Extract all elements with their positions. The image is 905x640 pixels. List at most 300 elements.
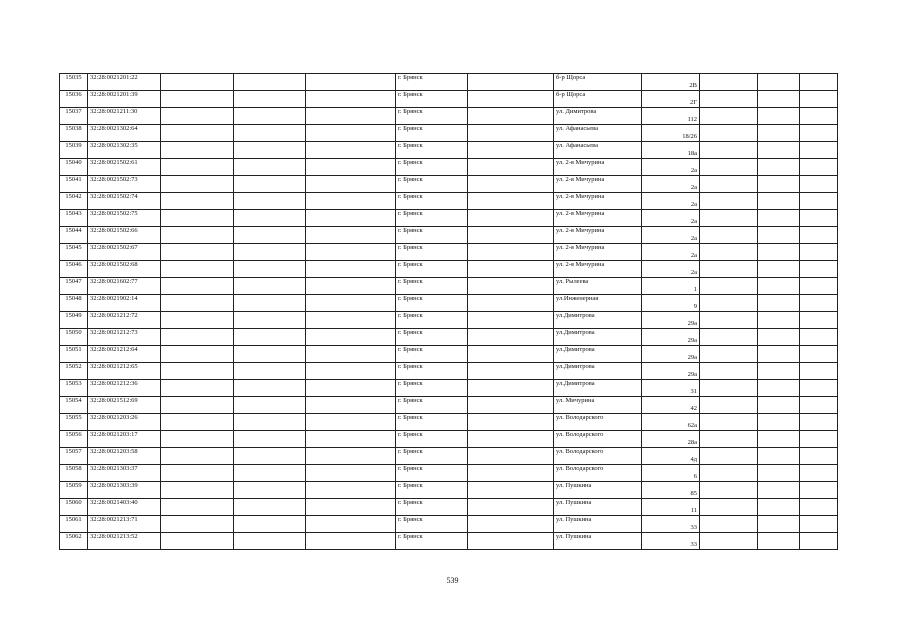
cell-empty — [161, 244, 234, 261]
cell-cadastral-number: 32:28:0021303:37 — [88, 465, 161, 482]
cell-empty — [800, 482, 838, 499]
cell-house-number: 85 — [642, 482, 700, 499]
cell-empty — [161, 108, 234, 125]
cell-empty — [468, 159, 554, 176]
cell-empty — [234, 363, 306, 380]
cell-city: г. Брянск — [396, 346, 468, 363]
cell-empty — [234, 465, 306, 482]
cell-empty — [234, 91, 306, 108]
table-row — [60, 312, 838, 329]
cell-street: ул.Димитрова — [554, 312, 642, 329]
cell-empty — [161, 516, 234, 533]
cell-city: г. Брянск — [396, 312, 468, 329]
cell-empty — [700, 346, 758, 363]
cell-empty — [234, 380, 306, 397]
cell-cadastral-number: 32:28:0021203:17 — [88, 431, 161, 448]
cell-empty — [306, 125, 396, 142]
cell-city: г. Брянск — [396, 329, 468, 346]
cell-street: ул. Володарского — [554, 448, 642, 465]
cell-cadastral-number: 32:28:0021502:68 — [88, 261, 161, 278]
cell-house-number: 1 — [642, 278, 700, 295]
cell-empty — [234, 346, 306, 363]
cell-empty — [700, 227, 758, 244]
cell-empty — [468, 261, 554, 278]
cell-street: ул. Пушкина — [554, 499, 642, 516]
cell-house-number: 42 — [642, 397, 700, 414]
cell-city: г. Брянск — [396, 414, 468, 431]
cell-empty — [700, 414, 758, 431]
cell-city: г. Брянск — [396, 244, 468, 261]
cell-cadastral-number: 32:28:0021302:35 — [88, 142, 161, 159]
cell-empty — [468, 142, 554, 159]
cell-empty — [700, 142, 758, 159]
cell-record-number: 15054 — [60, 397, 88, 414]
cell-house-number: 33 — [642, 516, 700, 533]
table-row — [60, 482, 838, 499]
cell-empty — [306, 193, 396, 210]
cell-empty — [758, 108, 800, 125]
cell-empty — [234, 108, 306, 125]
cell-empty — [234, 329, 306, 346]
cell-empty — [306, 329, 396, 346]
cell-house-number: 2а — [642, 210, 700, 227]
cell-record-number: 15049 — [60, 312, 88, 329]
cell-empty — [800, 431, 838, 448]
cell-city: г. Брянск — [396, 465, 468, 482]
cell-empty — [758, 312, 800, 329]
cell-street: б-р Щорса — [554, 91, 642, 108]
cell-empty — [758, 74, 800, 91]
cell-empty — [306, 465, 396, 482]
cell-empty — [700, 108, 758, 125]
cell-empty — [306, 91, 396, 108]
cell-empty — [306, 261, 396, 278]
cell-empty — [306, 380, 396, 397]
cell-empty — [234, 431, 306, 448]
cell-empty — [800, 142, 838, 159]
cell-empty — [161, 312, 234, 329]
cell-cadastral-number: 32:28:0021212:73 — [88, 329, 161, 346]
cell-empty — [306, 363, 396, 380]
cell-empty — [468, 431, 554, 448]
cell-empty — [468, 380, 554, 397]
cell-empty — [161, 227, 234, 244]
cell-empty — [306, 516, 396, 533]
cell-empty — [758, 244, 800, 261]
cell-empty — [468, 176, 554, 193]
cell-empty — [800, 278, 838, 295]
cell-house-number: 2Г — [642, 91, 700, 108]
cell-house-number: 9 — [642, 295, 700, 312]
cell-empty — [700, 380, 758, 397]
cell-record-number: 15043 — [60, 210, 88, 227]
cell-empty — [468, 91, 554, 108]
cell-empty — [468, 210, 554, 227]
cell-empty — [800, 193, 838, 210]
cell-street: ул. Афанасьева — [554, 125, 642, 142]
cell-cadastral-number: 32:28:0021303:39 — [88, 482, 161, 499]
cell-empty — [800, 363, 838, 380]
cell-empty — [161, 482, 234, 499]
cell-empty — [700, 125, 758, 142]
cell-empty — [758, 125, 800, 142]
cell-empty — [161, 193, 234, 210]
cell-empty — [234, 159, 306, 176]
cell-street: ул.Димитрова — [554, 363, 642, 380]
cell-city: г. Брянск — [396, 431, 468, 448]
cell-empty — [161, 210, 234, 227]
cell-empty — [700, 465, 758, 482]
cell-empty — [700, 499, 758, 516]
table-row — [60, 448, 838, 465]
cell-empty — [758, 380, 800, 397]
cell-empty — [800, 516, 838, 533]
cell-empty — [161, 176, 234, 193]
cell-cadastral-number: 32:28:0021201:22 — [88, 74, 161, 91]
cell-city: г. Брянск — [396, 108, 468, 125]
cell-house-number: 62а — [642, 414, 700, 431]
table-row — [60, 533, 838, 550]
cell-empty — [161, 533, 234, 550]
cell-street: ул. 2-я Мичурина — [554, 159, 642, 176]
cell-empty — [234, 312, 306, 329]
cell-house-number: 29а — [642, 346, 700, 363]
cell-empty — [306, 312, 396, 329]
cell-empty — [306, 227, 396, 244]
cell-cadastral-number: 32:28:0021512:69 — [88, 397, 161, 414]
cell-empty — [758, 346, 800, 363]
cell-house-number: 18а — [642, 142, 700, 159]
cell-city: г. Брянск — [396, 295, 468, 312]
cell-empty — [468, 448, 554, 465]
cell-cadastral-number: 32:28:0021502:75 — [88, 210, 161, 227]
cell-empty — [468, 482, 554, 499]
cell-empty — [700, 74, 758, 91]
cell-empty — [468, 363, 554, 380]
cell-house-number: 2а — [642, 159, 700, 176]
cell-house-number: 11 — [642, 499, 700, 516]
cell-cadastral-number: 32:28:0021211:30 — [88, 108, 161, 125]
cell-empty — [234, 482, 306, 499]
cell-record-number: 15048 — [60, 295, 88, 312]
cell-street: б-р Щорса — [554, 74, 642, 91]
cell-empty — [306, 448, 396, 465]
table-row — [60, 210, 838, 227]
table-row — [60, 74, 838, 91]
cell-cadastral-number: 32:28:0021212:36 — [88, 380, 161, 397]
cell-street: ул. Рылеева — [554, 278, 642, 295]
cell-empty — [758, 363, 800, 380]
cell-empty — [758, 227, 800, 244]
cell-empty — [800, 125, 838, 142]
cell-record-number: 15045 — [60, 244, 88, 261]
table-body — [60, 74, 838, 550]
cell-city: г. Брянск — [396, 91, 468, 108]
cell-empty — [700, 210, 758, 227]
cell-empty — [161, 91, 234, 108]
cell-empty — [161, 142, 234, 159]
cell-cadastral-number: 32:28:0021203:26 — [88, 414, 161, 431]
table-row — [60, 329, 838, 346]
cell-empty — [468, 533, 554, 550]
cell-street: ул. 2-я Мичурина — [554, 227, 642, 244]
cell-empty — [800, 465, 838, 482]
cell-empty — [234, 74, 306, 91]
cell-empty — [468, 278, 554, 295]
cell-empty — [161, 159, 234, 176]
cell-cadastral-number: 32:28:0021602:77 — [88, 278, 161, 295]
cell-house-number: 2а — [642, 227, 700, 244]
cell-empty — [700, 516, 758, 533]
cell-empty — [306, 142, 396, 159]
cell-street: ул. 2-я Мичурина — [554, 210, 642, 227]
cell-house-number: 29а — [642, 312, 700, 329]
cell-empty — [800, 533, 838, 550]
cell-empty — [800, 499, 838, 516]
cell-cadastral-number: 32:28:0021213:71 — [88, 516, 161, 533]
cell-city: г. Брянск — [396, 533, 468, 550]
cell-empty — [468, 329, 554, 346]
cell-empty — [161, 380, 234, 397]
table-row — [60, 108, 838, 125]
cell-empty — [306, 295, 396, 312]
cell-empty — [306, 431, 396, 448]
cell-empty — [800, 244, 838, 261]
cell-street: ул. 2-я Мичурина — [554, 176, 642, 193]
cell-street: ул. 2-я Мичурина — [554, 244, 642, 261]
cell-empty — [306, 533, 396, 550]
cell-city: г. Брянск — [396, 193, 468, 210]
cell-empty — [700, 448, 758, 465]
cell-cadastral-number: 32:28:0021203:58 — [88, 448, 161, 465]
cell-house-number: 29а — [642, 363, 700, 380]
cell-empty — [234, 227, 306, 244]
cell-empty — [700, 278, 758, 295]
cell-empty — [306, 176, 396, 193]
cell-record-number: 15051 — [60, 346, 88, 363]
cell-house-number: 31 — [642, 380, 700, 397]
cell-empty — [758, 533, 800, 550]
cell-empty — [234, 125, 306, 142]
cell-street: ул. Афанасьева — [554, 142, 642, 159]
cell-empty — [234, 278, 306, 295]
table-row — [60, 380, 838, 397]
cell-house-number: 112 — [642, 108, 700, 125]
cell-empty — [306, 397, 396, 414]
cell-cadastral-number: 32:28:0021502:74 — [88, 193, 161, 210]
cell-empty — [758, 193, 800, 210]
cell-record-number: 15052 — [60, 363, 88, 380]
cell-empty — [468, 397, 554, 414]
cell-cadastral-number: 32:28:0021302:64 — [88, 125, 161, 142]
cell-empty — [161, 295, 234, 312]
cell-empty — [468, 125, 554, 142]
cell-empty — [800, 329, 838, 346]
cell-record-number: 15060 — [60, 499, 88, 516]
cell-empty — [234, 261, 306, 278]
cell-record-number: 15057 — [60, 448, 88, 465]
cell-empty — [468, 465, 554, 482]
cell-record-number: 15036 — [60, 91, 88, 108]
cell-empty — [468, 414, 554, 431]
cell-city: г. Брянск — [396, 278, 468, 295]
cell-city: г. Брянск — [396, 261, 468, 278]
cell-empty — [700, 363, 758, 380]
cell-empty — [234, 448, 306, 465]
cell-cadastral-number: 32:28:0021502:61 — [88, 159, 161, 176]
cell-empty — [800, 380, 838, 397]
cell-empty — [234, 210, 306, 227]
table-row — [60, 431, 838, 448]
cell-record-number: 15061 — [60, 516, 88, 533]
table-row — [60, 142, 838, 159]
cell-empty — [161, 448, 234, 465]
table-row — [60, 244, 838, 261]
cell-street: ул. Пушкина — [554, 482, 642, 499]
cell-record-number: 15037 — [60, 108, 88, 125]
cell-empty — [161, 74, 234, 91]
cell-street: ул. Володарского — [554, 465, 642, 482]
cell-empty — [758, 482, 800, 499]
cell-empty — [468, 295, 554, 312]
table-row — [60, 193, 838, 210]
cell-cadastral-number: 32:28:0021502:73 — [88, 176, 161, 193]
table-row — [60, 159, 838, 176]
cell-empty — [800, 261, 838, 278]
cell-record-number: 15046 — [60, 261, 88, 278]
cell-street: ул.Димитрова — [554, 329, 642, 346]
cell-empty — [700, 176, 758, 193]
cell-empty — [758, 397, 800, 414]
cell-record-number: 15042 — [60, 193, 88, 210]
cell-empty — [161, 363, 234, 380]
cell-empty — [468, 193, 554, 210]
cell-empty — [468, 74, 554, 91]
cell-city: г. Брянск — [396, 159, 468, 176]
cell-street: ул. Пушкина — [554, 516, 642, 533]
cell-street: ул.Димитрова — [554, 346, 642, 363]
cell-empty — [161, 346, 234, 363]
cell-empty — [700, 244, 758, 261]
cell-empty — [306, 499, 396, 516]
cell-empty — [161, 278, 234, 295]
cell-empty — [758, 261, 800, 278]
cell-empty — [161, 261, 234, 278]
cell-street: ул.Инженерная — [554, 295, 642, 312]
cell-empty — [468, 516, 554, 533]
cell-empty — [758, 448, 800, 465]
cell-empty — [468, 312, 554, 329]
cell-city: г. Брянск — [396, 176, 468, 193]
cell-empty — [800, 91, 838, 108]
cell-empty — [800, 159, 838, 176]
cell-empty — [306, 108, 396, 125]
table-row — [60, 516, 838, 533]
cell-empty — [306, 482, 396, 499]
cell-house-number: 28а — [642, 431, 700, 448]
cell-empty — [800, 176, 838, 193]
table-row — [60, 414, 838, 431]
cell-record-number: 15062 — [60, 533, 88, 550]
cell-empty — [234, 244, 306, 261]
cell-empty — [758, 210, 800, 227]
cell-city: г. Брянск — [396, 363, 468, 380]
cell-empty — [234, 142, 306, 159]
cell-street: ул. Мичурина — [554, 397, 642, 414]
cell-street: ул. Пушкина — [554, 533, 642, 550]
cell-empty — [758, 295, 800, 312]
cell-empty — [800, 397, 838, 414]
cell-record-number: 15047 — [60, 278, 88, 295]
cell-empty — [758, 142, 800, 159]
cell-empty — [468, 346, 554, 363]
cell-empty — [800, 108, 838, 125]
cell-empty — [800, 74, 838, 91]
cell-empty — [758, 176, 800, 193]
cell-empty — [161, 329, 234, 346]
cell-empty — [800, 227, 838, 244]
cell-empty — [161, 414, 234, 431]
cell-empty — [161, 431, 234, 448]
cell-empty — [306, 210, 396, 227]
table-row — [60, 363, 838, 380]
cell-empty — [234, 176, 306, 193]
table-row — [60, 397, 838, 414]
registry-table — [59, 73, 838, 550]
cell-empty — [700, 91, 758, 108]
table-row — [60, 295, 838, 312]
table-row — [60, 346, 838, 363]
cell-city: г. Брянск — [396, 448, 468, 465]
cell-record-number: 15053 — [60, 380, 88, 397]
cell-empty — [700, 397, 758, 414]
cell-empty — [758, 159, 800, 176]
cell-empty — [758, 414, 800, 431]
cell-street: ул. 2-я Мичурина — [554, 193, 642, 210]
cell-empty — [306, 278, 396, 295]
cell-empty — [234, 414, 306, 431]
cell-empty — [700, 261, 758, 278]
cell-cadastral-number: 32:28:0021201:39 — [88, 91, 161, 108]
cell-city: г. Брянск — [396, 482, 468, 499]
cell-house-number: 29а — [642, 329, 700, 346]
cell-empty — [234, 516, 306, 533]
cell-empty — [700, 193, 758, 210]
cell-empty — [306, 414, 396, 431]
cell-empty — [306, 159, 396, 176]
cell-empty — [468, 244, 554, 261]
cell-empty — [306, 346, 396, 363]
cell-empty — [758, 499, 800, 516]
cell-empty — [161, 397, 234, 414]
cell-empty — [800, 448, 838, 465]
cell-record-number: 15041 — [60, 176, 88, 193]
cell-cadastral-number: 32:28:0021902:14 — [88, 295, 161, 312]
cell-street: ул.Димитрова — [554, 380, 642, 397]
cell-empty — [700, 312, 758, 329]
cell-street: ул. Димитрова — [554, 108, 642, 125]
table-row — [60, 465, 838, 482]
cell-empty — [800, 210, 838, 227]
cell-cadastral-number: 32:28:0021502:67 — [88, 244, 161, 261]
cell-empty — [758, 278, 800, 295]
cell-cadastral-number: 32:28:0021403:40 — [88, 499, 161, 516]
table-row — [60, 499, 838, 516]
cell-house-number: 2В — [642, 74, 700, 91]
cell-empty — [161, 465, 234, 482]
cell-city: г. Брянск — [396, 397, 468, 414]
cell-city: г. Брянск — [396, 74, 468, 91]
